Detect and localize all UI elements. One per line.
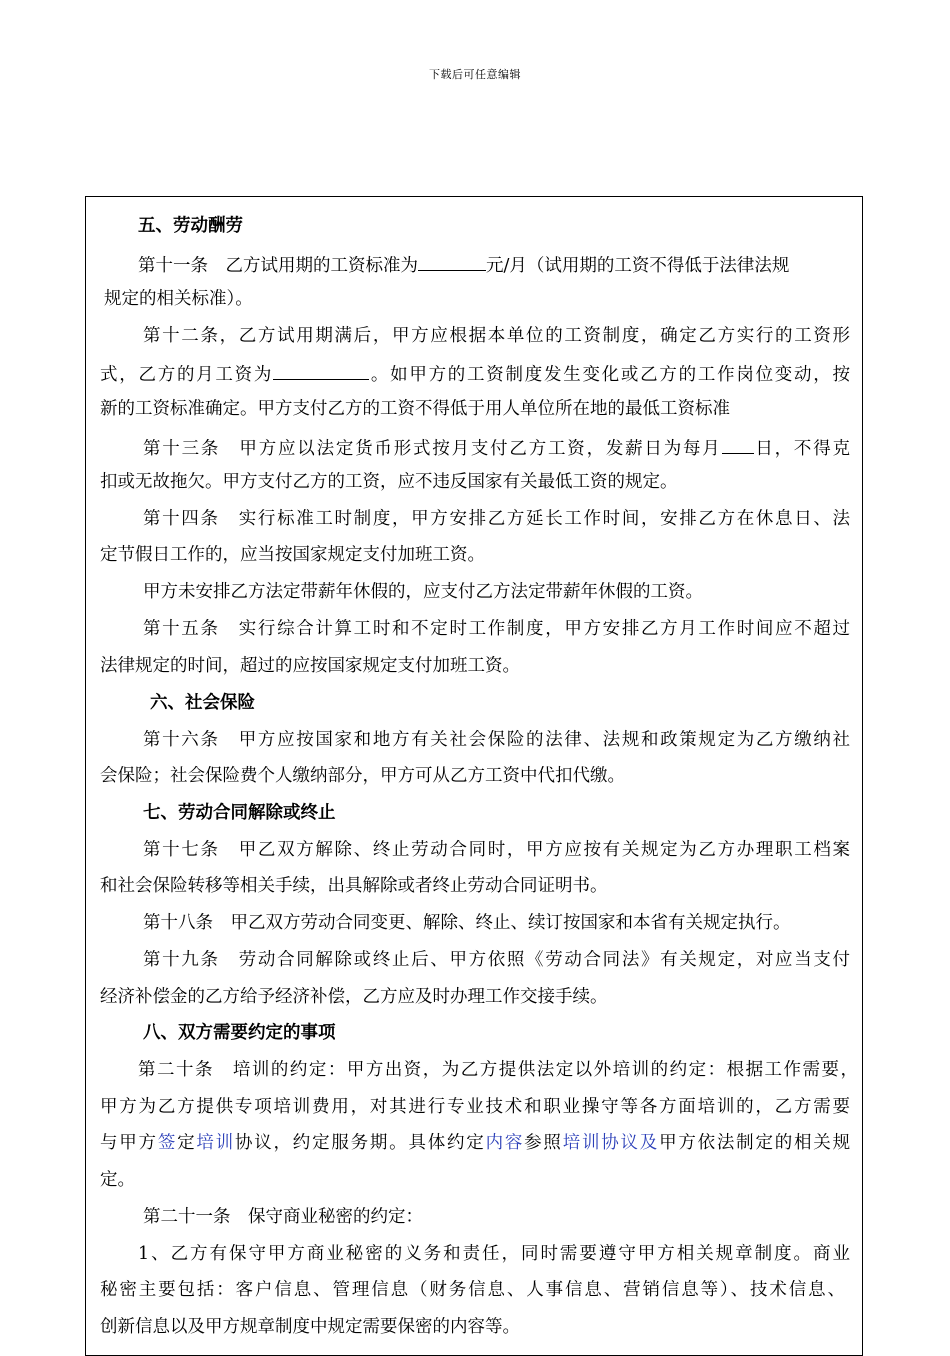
article-20-text-c: 协议，约定服务期。具体约定 [234,1133,486,1153]
article-20-text-b: 定 [177,1133,197,1153]
article-21-item-1-line-1: 1、乙方有保守甲方商业秘密的义务和责任，同时需要遵守甲方相关规章制度。商业 [138,1244,850,1264]
article-15-line-1: 第十五条 实行综合计算工时和不定时工作制度，甲方安排乙方月工作时间应不超过 [143,619,850,639]
article-11-text-a: 第十一条 乙方试用期的工资标准为 [138,256,418,276]
article-20-line-2: 甲方为乙方提供专项培训费用，对其进行专业技术和职业操守等各方面培训的，乙方需要 [100,1097,850,1117]
article-20-line-3 [100,1133,850,1153]
article-20-line-1: 第二十条 培训的约定：甲方出资，为乙方提供法定以外培训的约定：根据工作需要， [138,1060,858,1080]
article-16-line-2: 会保险；社会保险费个人缴纳部分，甲方可从乙方工资中代扣代缴。 [100,766,625,786]
article-11-text-b: 元/月（试用期的工资不得低于法律法规 [486,256,790,276]
article-13-line-2: 扣或无故拖欠。甲方支付乙方的工资，应不违反国家有关最低工资的规定。 [100,472,678,492]
article-12-text-a: 式，乙方的月工资为 [100,365,274,385]
probation-wage-blank [418,253,486,271]
section-heading-social-insurance: 六、社会保险 [150,693,255,713]
article-19-line-1: 第十九条 劳动合同解除或终止后、甲方依照《劳动合同法》有关规定，对应当支付 [143,950,850,970]
article-11-line-2: 规定的相关标准）。 [104,289,253,309]
article-13-text-b: 日，不得克 [753,439,851,459]
article-11-line-1 [138,253,789,276]
article-20-text-d: 参照 [524,1133,563,1153]
article-12-line-3: 新的工资标准确定。甲方支付乙方的工资不得低于用人单位所在地的最低工资标准 [100,399,730,419]
annual-leave-note: 甲方未安排乙方法定带薪年休假的，应支付乙方法定带薪年休假的工资。 [143,582,703,602]
article-14-line-2: 定节假日工作的，应当按国家规定支付加班工资。 [100,545,485,565]
article-19-line-2: 经济补偿金的乙方给予经济补偿，乙方应及时办理工作交接手续。 [100,987,608,1007]
section-heading-agreed-matters: 八、双方需要约定的事项 [143,1023,336,1043]
article-13-line-1 [143,436,850,459]
article-20-line-4: 定。 [100,1170,135,1190]
article-13-text-a: 第十三条 甲方应以法定货币形式按月支付乙方工资，发薪日为每月 [143,439,722,459]
article-18: 第十八条 甲乙双方劳动合同变更、解除、终止、续订按国家和本省有关规定执行。 [143,913,791,933]
link-training[interactable]: 培训 [196,1133,235,1153]
article-15-line-2: 法律规定的时间，超过的应按国家规定支付加班工资。 [100,656,520,676]
article-17-line-1: 第十七条 甲乙双方解除、终止劳动合同时，甲方应按有关规定为乙方办理职工档案 [143,840,850,860]
article-12-line-2 [100,362,850,385]
article-21-item-1-line-2: 秘密主要包括：客户信息、管理信息（财务信息、人事信息、营销信息等）、技术信息、 [100,1280,845,1300]
article-20-text-a: 与甲方 [100,1133,158,1153]
article-14-line-1: 第十四条 实行标准工时制度，甲方安排乙方延长工作时间，安排乙方在休息日、法 [143,509,850,529]
article-16-line-1: 第十六条 甲方应按国家和地方有关社会保险的法律、法规和政策规定为乙方缴纳社 [143,730,850,750]
article-12-line-1: 第十二条，乙方试用期满后，甲方应根据本单位的工资制度，确定乙方实行的工资形 [143,326,850,346]
section-heading-termination: 七、劳动合同解除或终止 [143,803,336,823]
payday-blank [722,436,754,454]
article-17-line-2: 和社会保险转移等相关手续，出具解除或者终止劳动合同证明书。 [100,876,608,896]
monthly-wage-blank [273,362,369,380]
download-note: 下载后可任意编辑 [429,68,521,81]
article-12-text-b: 。如甲方的工资制度发生变化或乙方的工作岗位变动，按 [369,365,851,385]
link-training-agreement[interactable]: 培训协议及 [562,1133,660,1153]
section-heading-labor-pay: 五、劳动酬劳 [138,216,243,236]
article-21-title: 第二十一条 保守商业秘密的约定： [143,1207,423,1227]
article-21-item-1-line-3: 创新信息以及甲方规章制度中规定需要保密的内容等。 [100,1317,520,1337]
link-content[interactable]: 内容 [485,1133,525,1153]
article-20-text-e: 甲方依法制定的相关规 [659,1133,851,1153]
link-sign[interactable]: 签 [157,1133,178,1153]
